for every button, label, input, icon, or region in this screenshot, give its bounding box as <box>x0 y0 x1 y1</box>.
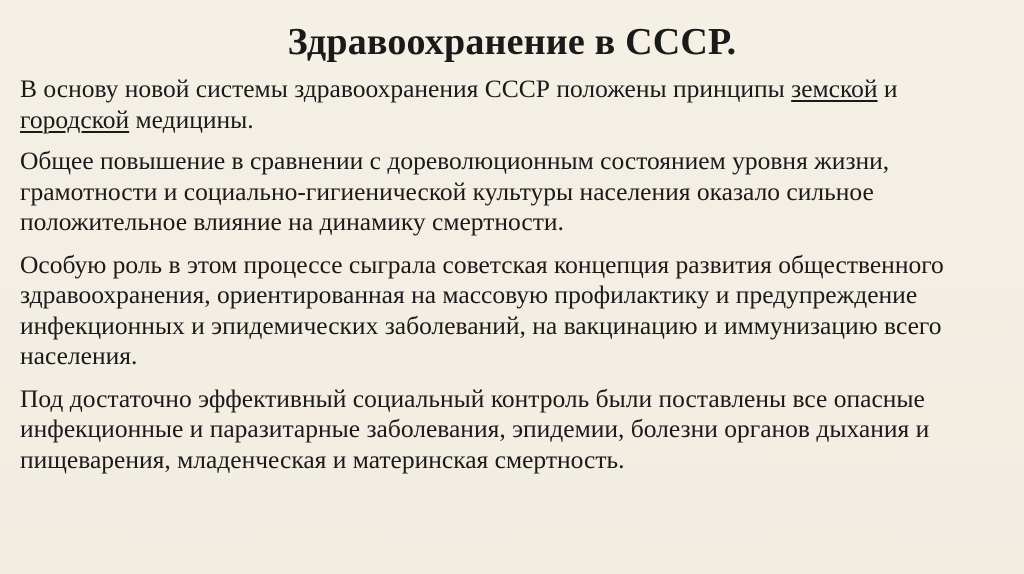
paragraph-principles <box>20 74 1010 135</box>
zemskaya-link[interactable]: земской <box>791 74 878 103</box>
paragraph-social-control: Под достаточно эффективный социальный контроль были поставлены все опасные инфекционные и паразитарные заболевания, эпидемии, болезни органов дыхания и пищеварения, младенческая и материнская смертность. <box>20 383 930 474</box>
paragraph-living-standards: Общее повышение в сравнении с дореволюционным состоянием уровня жизни, грамотности и социально-гигиенической культуры населения оказало сильное положительное влияние на динамику смертности. <box>20 146 890 236</box>
paragraph-principles-text-before: В основу новой системы здравоохранения СССР положены принципы <box>20 74 792 103</box>
gorodskaya-link[interactable]: городской <box>20 104 130 134</box>
slide-body <box>20 74 1010 487</box>
paragraph-principles-text-middle: и <box>877 74 898 103</box>
paragraph-soviet-concept: Особую роль в этом процессе сыграла советская концепция развития общественного здравоохранения, ориентированная на массовую профилактику и предупреждение инфекционных и эпидемических заболеваний, на вакцинацию и иммунизацию всего населения. <box>20 249 944 370</box>
slide-title: Здравоохранение в СССР. <box>287 21 737 63</box>
paragraph-principles-text-after: медицины. <box>129 104 254 134</box>
